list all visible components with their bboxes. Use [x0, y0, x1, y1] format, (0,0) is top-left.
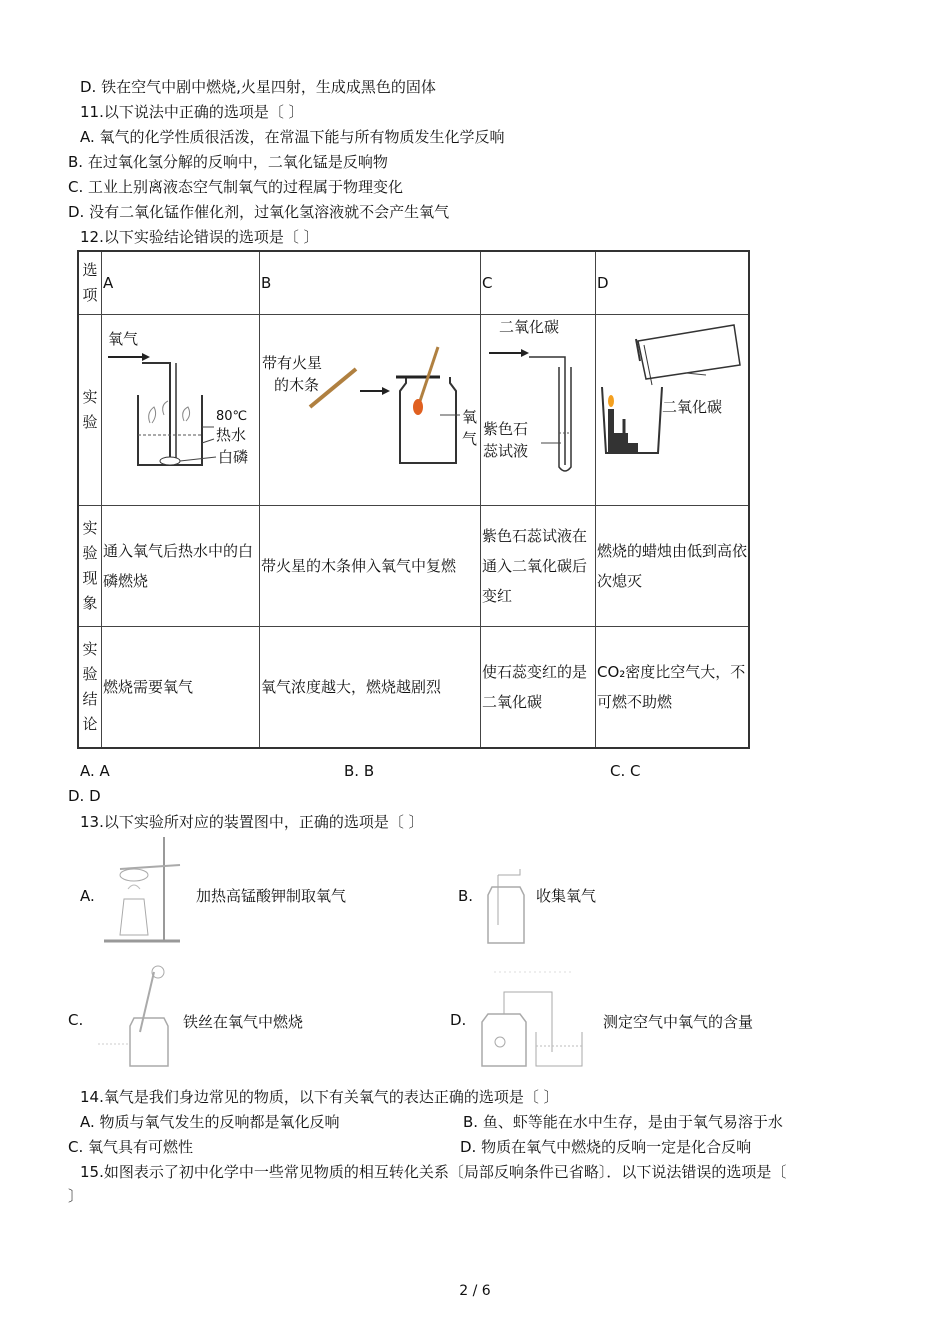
label-80c: 80℃ — [216, 409, 248, 424]
label-glowing-splint-2: 的木条 — [274, 376, 320, 394]
conclusion-b: 氧气浓度越大，燃烧越剧烈 — [260, 627, 481, 749]
q14-stem: 14.氧气是我们身边常见的物质，以下有关氧气的表达正确的选项是〔 〕 — [80, 1088, 559, 1106]
label-oxygen: 氧气 — [108, 330, 139, 348]
q12-option-b: B. B — [344, 762, 375, 780]
q14-option-b: B. 鱼、虾等能在水中生存，是由于氧气易溶于水 — [463, 1113, 783, 1131]
q11-option-c: C. 工业上别离液态空气制氧气的过程属于物理变化 — [68, 178, 404, 196]
page-number: 2 / 6 — [459, 1283, 491, 1299]
q13-c-letter: C. — [68, 1011, 84, 1029]
q13-d-text: 测定空气中氧气的含量 — [603, 1013, 754, 1031]
oxygen-content-apparatus-icon — [474, 962, 594, 1074]
q11-option-b: B. 在过氧化氢分解的反响中，二氧化锰是反响物 — [68, 153, 388, 171]
label-c-co2: 二氧化碳 — [499, 318, 560, 336]
q14-option-a: A. 物质与氧气发生的反响都是氧化反响 — [80, 1113, 340, 1131]
q12-option-d: D. D — [68, 787, 101, 805]
q10-option-d: D. 铁在空气中剧中燃烧,火星四射，生成成黑色的固体 — [80, 78, 436, 96]
q13-c-text: 铁丝在氧气中燃烧 — [183, 1013, 304, 1031]
experiment-table — [77, 250, 750, 749]
q13-stem: 13.以下实验所对应的装置图中，正确的选项是〔 〕 — [80, 813, 424, 831]
conclusion-c: 使石蕊变红的是二氧化碳 — [481, 627, 596, 749]
q15-stem: 15.如图表示了初中化学中一些常见物质的相互转化关系〔局部反响条件已省略〕．以下说法错误的选项是〔 — [80, 1163, 787, 1181]
label-b-oxygen-2: 气 — [462, 430, 478, 448]
q13-d-letter: D. — [450, 1011, 467, 1029]
label-litmus: 紫色石 — [483, 420, 529, 438]
row-header-experiment: 实验 — [78, 315, 102, 506]
q11-option-d: D. 没有二氧化锰作催化剂，过氧化氢溶液就不会产生氧气 — [68, 203, 450, 221]
q13-a-text: 加热高锰酸钾制取氧气 — [196, 887, 347, 905]
col-header-c: C — [481, 251, 596, 315]
label-glowing-splint: 带有火星 — [262, 354, 323, 372]
q13-b-text: 收集氧气 — [536, 887, 597, 905]
label-d-co2: 二氧化碳 — [662, 398, 723, 416]
kmno4-heating-apparatus-icon — [100, 835, 182, 945]
label-hot-water: 热水 — [216, 426, 247, 444]
litmus-test-tube-diagram — [481, 315, 593, 505]
row-header-phenomenon: 实验现象 — [78, 506, 102, 627]
phenomenon-a: 通入氧气后热水中的白磷燃烧 — [102, 506, 260, 627]
q13-a-letter: A. — [80, 887, 95, 905]
label-white-phosphorus: 白磷 — [218, 448, 249, 466]
q11-stem: 11.以下说法中正确的选项是〔 〕 — [80, 103, 304, 121]
q15-stem-end: 〕 — [68, 1187, 84, 1205]
conclusion-d: CO₂密度比空气大，不可燃不助燃 — [596, 627, 750, 749]
q12-option-a: A. A — [80, 762, 110, 780]
q12-option-c: C. C — [610, 762, 641, 780]
label-b-oxygen: 氧 — [462, 408, 478, 426]
col-header-b: B — [260, 251, 481, 315]
diagram-a — [102, 315, 260, 506]
q14-option-c: C. 氧气具有可燃性 — [68, 1138, 194, 1156]
diagram-c — [481, 315, 596, 506]
diagram-d — [596, 315, 750, 506]
conclusion-a: 燃烧需要氧气 — [102, 627, 260, 749]
diagram-b — [260, 315, 481, 506]
phenomenon-b: 带火星的木条伸入氧气中复燃 — [260, 506, 481, 627]
row-header-conclusion: 实验结论 — [78, 627, 102, 749]
row-header-option: 选项 — [78, 251, 102, 315]
iron-wire-combustion-icon — [98, 962, 178, 1072]
q14-option-d: D. 物质在氧气中燃烧的反响一定是化合反响 — [460, 1138, 752, 1156]
phenomenon-c: 紫色石蕊试液在通入二氧化碳后变红 — [481, 506, 596, 627]
q11-option-a: A. 氧气的化学性质很活泼，在常温下能与所有物质发生化学反响 — [80, 128, 505, 146]
phenomenon-d: 燃烧的蜡烛由低到高依次熄灭 — [596, 506, 750, 627]
gas-collection-bottle-icon — [482, 865, 532, 945]
col-header-d: D — [596, 251, 750, 315]
col-header-a: A — [102, 251, 260, 315]
glowing-splint-diagram — [260, 315, 478, 505]
label-litmus-2: 蕊试液 — [483, 442, 529, 460]
q13-b-letter: B. — [458, 887, 474, 905]
q12-stem: 12.以下实验结论错误的选项是〔 〕 — [80, 228, 319, 246]
